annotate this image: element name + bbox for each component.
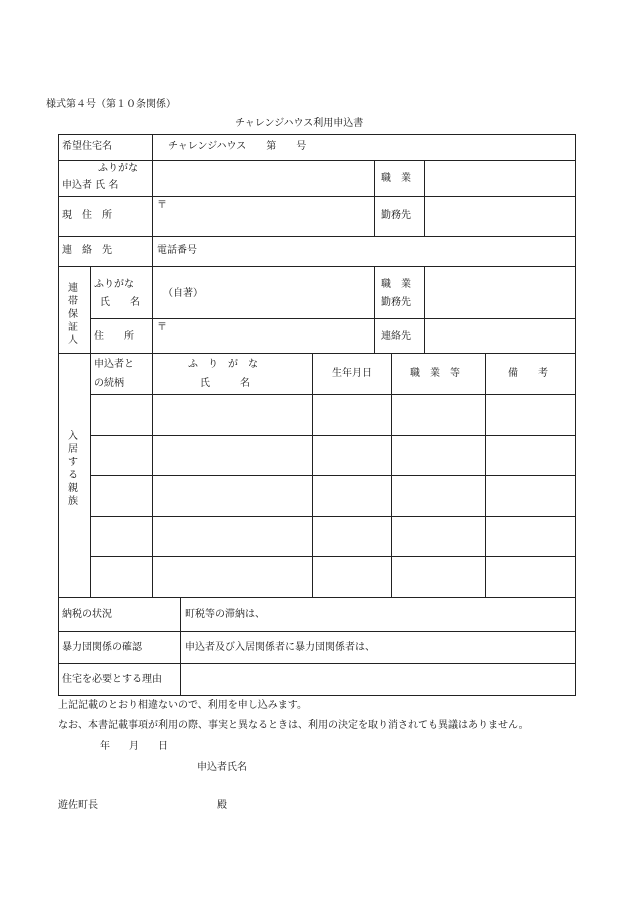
applicant-name-field[interactable]: [153, 161, 373, 195]
occupation-field[interactable]: [425, 161, 574, 195]
honorific: 殿: [217, 800, 227, 811]
statement-2: なお、本書記載事項が利用の際、事実と異なるときは、利用の決定を取り消されても異議はありません。: [58, 720, 529, 731]
guarantor-postal-mark: 〒: [157, 322, 167, 333]
date-month: 月: [129, 741, 139, 752]
table-border-left: [58, 134, 59, 696]
table-line: [90, 394, 576, 395]
table-line: [90, 266, 91, 597]
guarantor-address-field[interactable]: [153, 319, 373, 352]
table-border-bottom: [58, 695, 576, 696]
col-relation-1: 申込者と: [94, 359, 134, 370]
table-line: [90, 516, 576, 517]
table-line: [391, 353, 392, 597]
guarantor-occupation-field[interactable]: [425, 267, 574, 317]
statement-1: 上記記載のとおり相違ないので、利用を申し込みます。: [58, 700, 307, 711]
occupation-label: 職 業: [381, 173, 411, 184]
table-line: [374, 160, 375, 236]
table-line: [312, 353, 313, 597]
table-line: [374, 266, 375, 353]
workplace-label: 勤務先: [381, 210, 411, 221]
guarantor-name-label: 氏 名: [100, 297, 140, 308]
postal-mark: 〒: [157, 200, 167, 211]
address-label: 現 住 所: [62, 210, 112, 221]
phone-field[interactable]: [205, 237, 574, 265]
table-line: [90, 475, 576, 476]
desired-house-label: 希望住宅名: [62, 141, 112, 152]
signature-note: （自著）: [163, 288, 203, 299]
reason-field[interactable]: [181, 664, 574, 694]
guarantor-workplace-label: 勤務先: [381, 297, 411, 308]
date-year: 年: [100, 741, 110, 752]
guarantor-furigana-label: ふりがな: [94, 279, 134, 290]
address-field[interactable]: [153, 197, 373, 235]
guarantor-occupation-label: 職 業: [381, 279, 411, 290]
col-name: 氏 名: [200, 378, 250, 389]
contact-label: 連 絡 先: [62, 245, 112, 256]
col-remarks: 備 考: [508, 368, 548, 379]
tax-value: 町税等の滞納は、: [185, 609, 265, 620]
family-section-label: 入居する親族: [68, 431, 78, 507]
table-border-right: [575, 134, 576, 696]
form-number: 様式第４号（第１０条関係）: [46, 99, 176, 110]
workplace-field[interactable]: [425, 197, 574, 235]
guarantor-contact-label: 連絡先: [381, 331, 411, 342]
col-occupation: 職 業 等: [410, 368, 460, 379]
table-line: [485, 353, 486, 597]
table-line: [152, 353, 153, 597]
table-border-top: [58, 134, 576, 135]
phone-label: 電話番号: [157, 245, 197, 256]
col-furigana: ふ り が な: [188, 359, 258, 370]
table-line: [90, 556, 576, 557]
col-relation-2: の続柄: [94, 378, 124, 389]
gang-check-label: 暴力団関係の確認: [62, 642, 142, 653]
furigana-label: ふりがな: [98, 163, 138, 174]
desired-house-value: チャレンジハウス 第 号: [168, 141, 307, 152]
col-birthdate: 生年月日: [332, 368, 372, 379]
table-line: [58, 353, 576, 354]
gang-check-value: 申込者及び入居関係者に暴力団関係者は、: [185, 642, 375, 653]
date-day: 日: [158, 741, 168, 752]
guarantor-label: 連帯保証人: [68, 283, 78, 346]
applicant-name-label: 申込者 氏 名: [62, 180, 119, 191]
tax-label: 納税の状況: [62, 609, 112, 620]
form-title: チャレンジハウス利用申込書: [235, 118, 364, 129]
table-line: [90, 435, 576, 436]
guarantor-name-field[interactable]: [153, 267, 373, 317]
reason-label: 住宅を必要とする理由: [62, 674, 162, 685]
applicant-signature-label: 申込者氏名: [197, 762, 247, 773]
guarantor-contact-field[interactable]: [425, 319, 574, 352]
table-line: [58, 597, 576, 598]
addressee: 遊佐町長: [58, 800, 98, 811]
table-line: [58, 631, 576, 632]
guarantor-address-label: 住 所: [94, 331, 134, 342]
